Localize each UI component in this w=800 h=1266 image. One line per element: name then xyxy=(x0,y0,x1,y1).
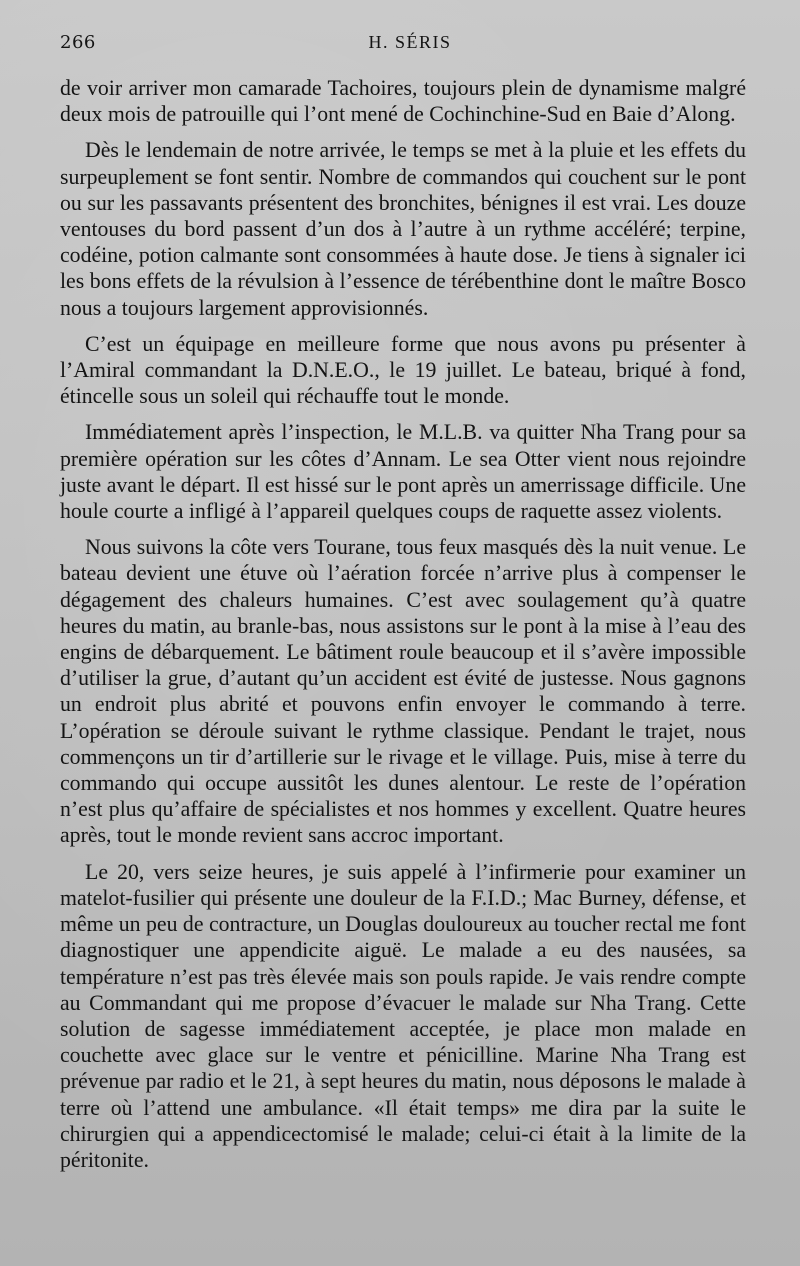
paragraph-appendicitis: Le 20, vers seize heures, je suis appelé à l’infirmerie pour examiner un matelot-fusilier qui présente une douleur de la F.I.D.; Mac Burney, défense, et même un peu de contracture, un Douglas douloureux au toucher rectal me font diagnostiquer une appendicite aiguë. Le malade a eu des nausées, sa température n’est pas très élevée mais son pouls rapide. Je vais rendre compte au Commandant qui me propose d’évacuer le malade sur Nha Trang. Cette solution de sagesse immédiatement acceptée, je place mon malade en couchette avec glace sur le ventre et pénicilline. Marine Nha Trang est prévenue par radio et le 21, à sept heures du matin, nous déposons le malade à terre où l’attend une ambulance. «Il était temps» me dira par la suite le chirurgien qui a appendicectomisé le malade; celui-ci était à la limite de la péritonite. xyxy=(60,859,746,1172)
page-number: 266 xyxy=(60,32,96,53)
paragraph-continuation: de voir arriver mon camarade Tachoires, toujours plein de dynamisme malgré deux mois de patrouille qui l’ont mené de Cochinchine-Sud en Baie d’Along. xyxy=(60,76,746,127)
running-head: H. SÉRIS xyxy=(368,32,452,52)
paragraph-inspection: C’est un équipage en meilleure forme que nous avons pu présenter à l’Amiral commandant la D.N.E.O., le 19 juillet. Le bateau, briqué à fond, étincelle sous un soleil qui réchauffe tout le monde. xyxy=(60,331,746,409)
paragraph-operation: Nous suivons la côte vers Tourane, tous feux masqués dès la nuit venue. Le bateau devient une étuve où l’aération forcée n’arrive plus à compenser le dégagement des chaleurs humaines. C’est avec soulagement qu’à quatre heures du matin, au branle-bas, nous assistons sur le pont à la mise à l’eau des engins de débarquement. Le bâtiment roule beaucoup et il s’avère impossible d’utiliser la grue, d’autant qu’un accident est évité de justesse. Nous gagnons un endroit plus abrité et pouvons enfin envoyer le commando à terre. L’opération se déroule suivant le rythme classique. Pendant le trajet, nous commençons un tir d’artillerie sur le rivage et le village. Puis, mise à terre du commando qui occupe aussitôt les dunes alentour. Le reste de l’opération n’est plus qu’affaire de spécialistes et nos hommes y excellent. Quatre heures après, tout le monde revient sans accroc important. xyxy=(60,535,746,848)
body-text xyxy=(60,75,746,1173)
paragraph-departure: Immédiatement après l’inspection, le M.L.B. va quitter Nha Trang pour sa première opération sur les côtes d’Annam. Le sea Otter vient nous rejoindre juste avant le départ. Il est hissé sur le pont après un amerrissage difficile. Une houle courte a infligé à l’appareil quelques coups de raquette assez violents. xyxy=(60,420,746,524)
page-header xyxy=(60,32,760,62)
paragraph-bronchitis: Dès le lendemain de notre arrivée, le temps se met à la pluie et les effets du surpeuplement se font sentir. Nombre de commandos qui couchent sur le pont ou sur les passavants présentent des bronchites, bénignes il est vrai. Les douze ventouses du bord passent d’un dos à l’autre à un rythme accéléré; terpine, codéine, potion calmante sont consommées à haute dose. Je tiens à signaler ici les bons effets de la révulsion à l’essence de térébenthine dont le maître Bosco nous a toujours largement approvisionnés. xyxy=(60,138,746,320)
